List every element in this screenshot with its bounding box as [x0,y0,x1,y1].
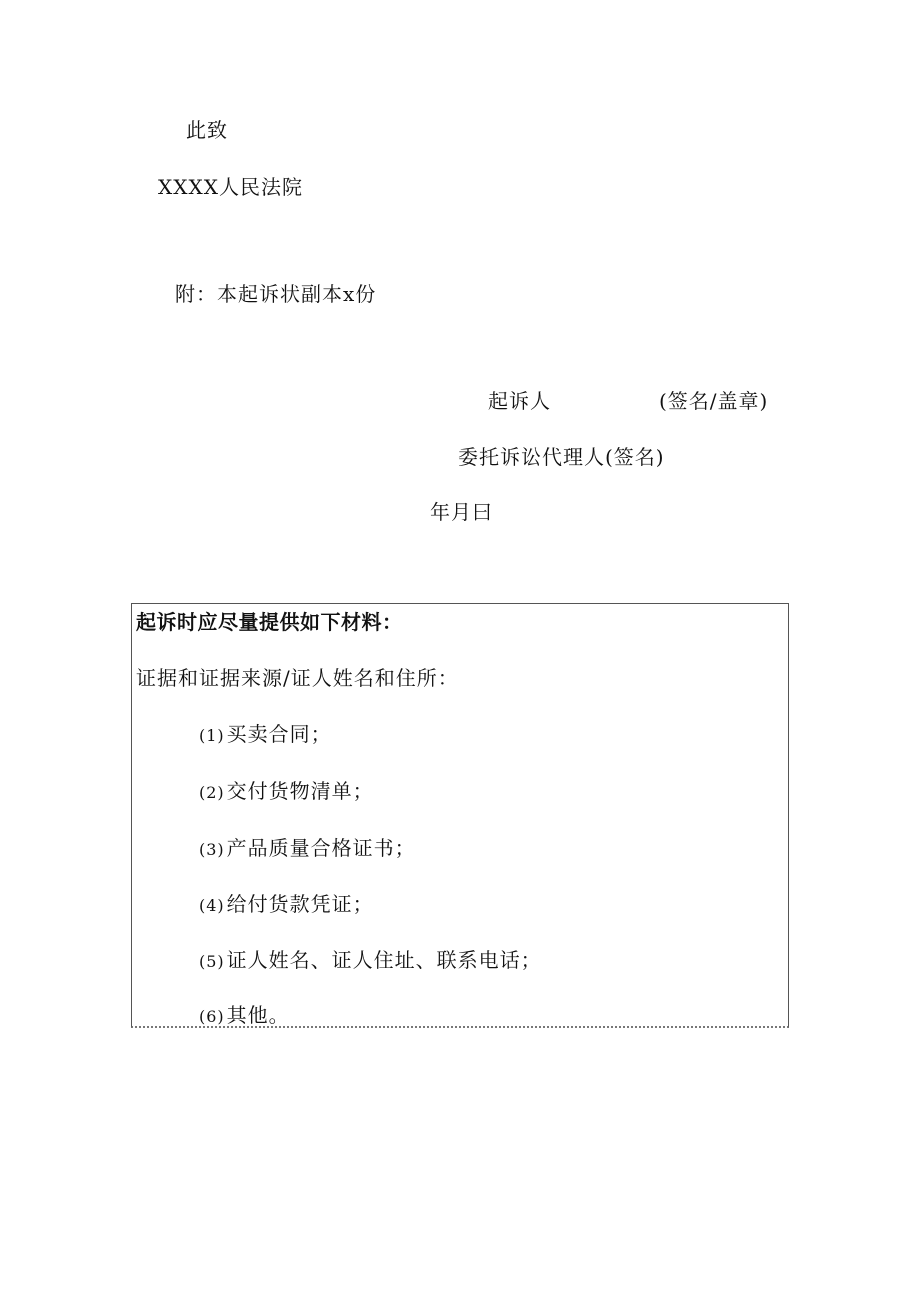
item-number: (2) [199,783,225,802]
item-text: 买卖合同； [226,722,332,746]
item-text: 其他。 [226,1003,290,1027]
court-name: XXXX人民法院 [158,175,303,199]
list-item [199,722,332,748]
closing-salutation: 此致 [186,118,228,142]
materials-box [131,603,789,1028]
agent-signature-line: 委托诉讼代理人(签名) [458,445,665,469]
list-item [199,836,416,862]
item-number: (4) [199,896,225,915]
list-item [199,892,374,918]
plaintiff-sign-note: (签名/盖章) [659,389,769,413]
plaintiff-signature-line [488,389,768,413]
list-item [199,1003,290,1029]
item-number: (5) [199,952,225,971]
item-number: (6) [199,1007,225,1026]
materials-heading: 起诉时应尽量提供如下材料： [136,610,403,634]
item-text: 交付货物清单； [226,779,374,803]
item-text: 产品质量合格证书； [226,836,416,860]
materials-intro: 证据和证据来源/证人姓名和住所： [136,666,459,690]
plaintiff-label: 起诉人 [488,389,551,413]
item-number: (3) [199,840,225,859]
list-item [199,948,542,974]
item-text: 给付货款凭证； [226,892,374,916]
item-text: 证人姓名、证人住址、联系电话； [226,948,542,972]
attachment-note: 附：本起诉状副本x份 [175,282,377,306]
item-number: (1) [199,726,225,745]
list-item [199,779,374,805]
date-line: 年月曰 [430,500,493,524]
